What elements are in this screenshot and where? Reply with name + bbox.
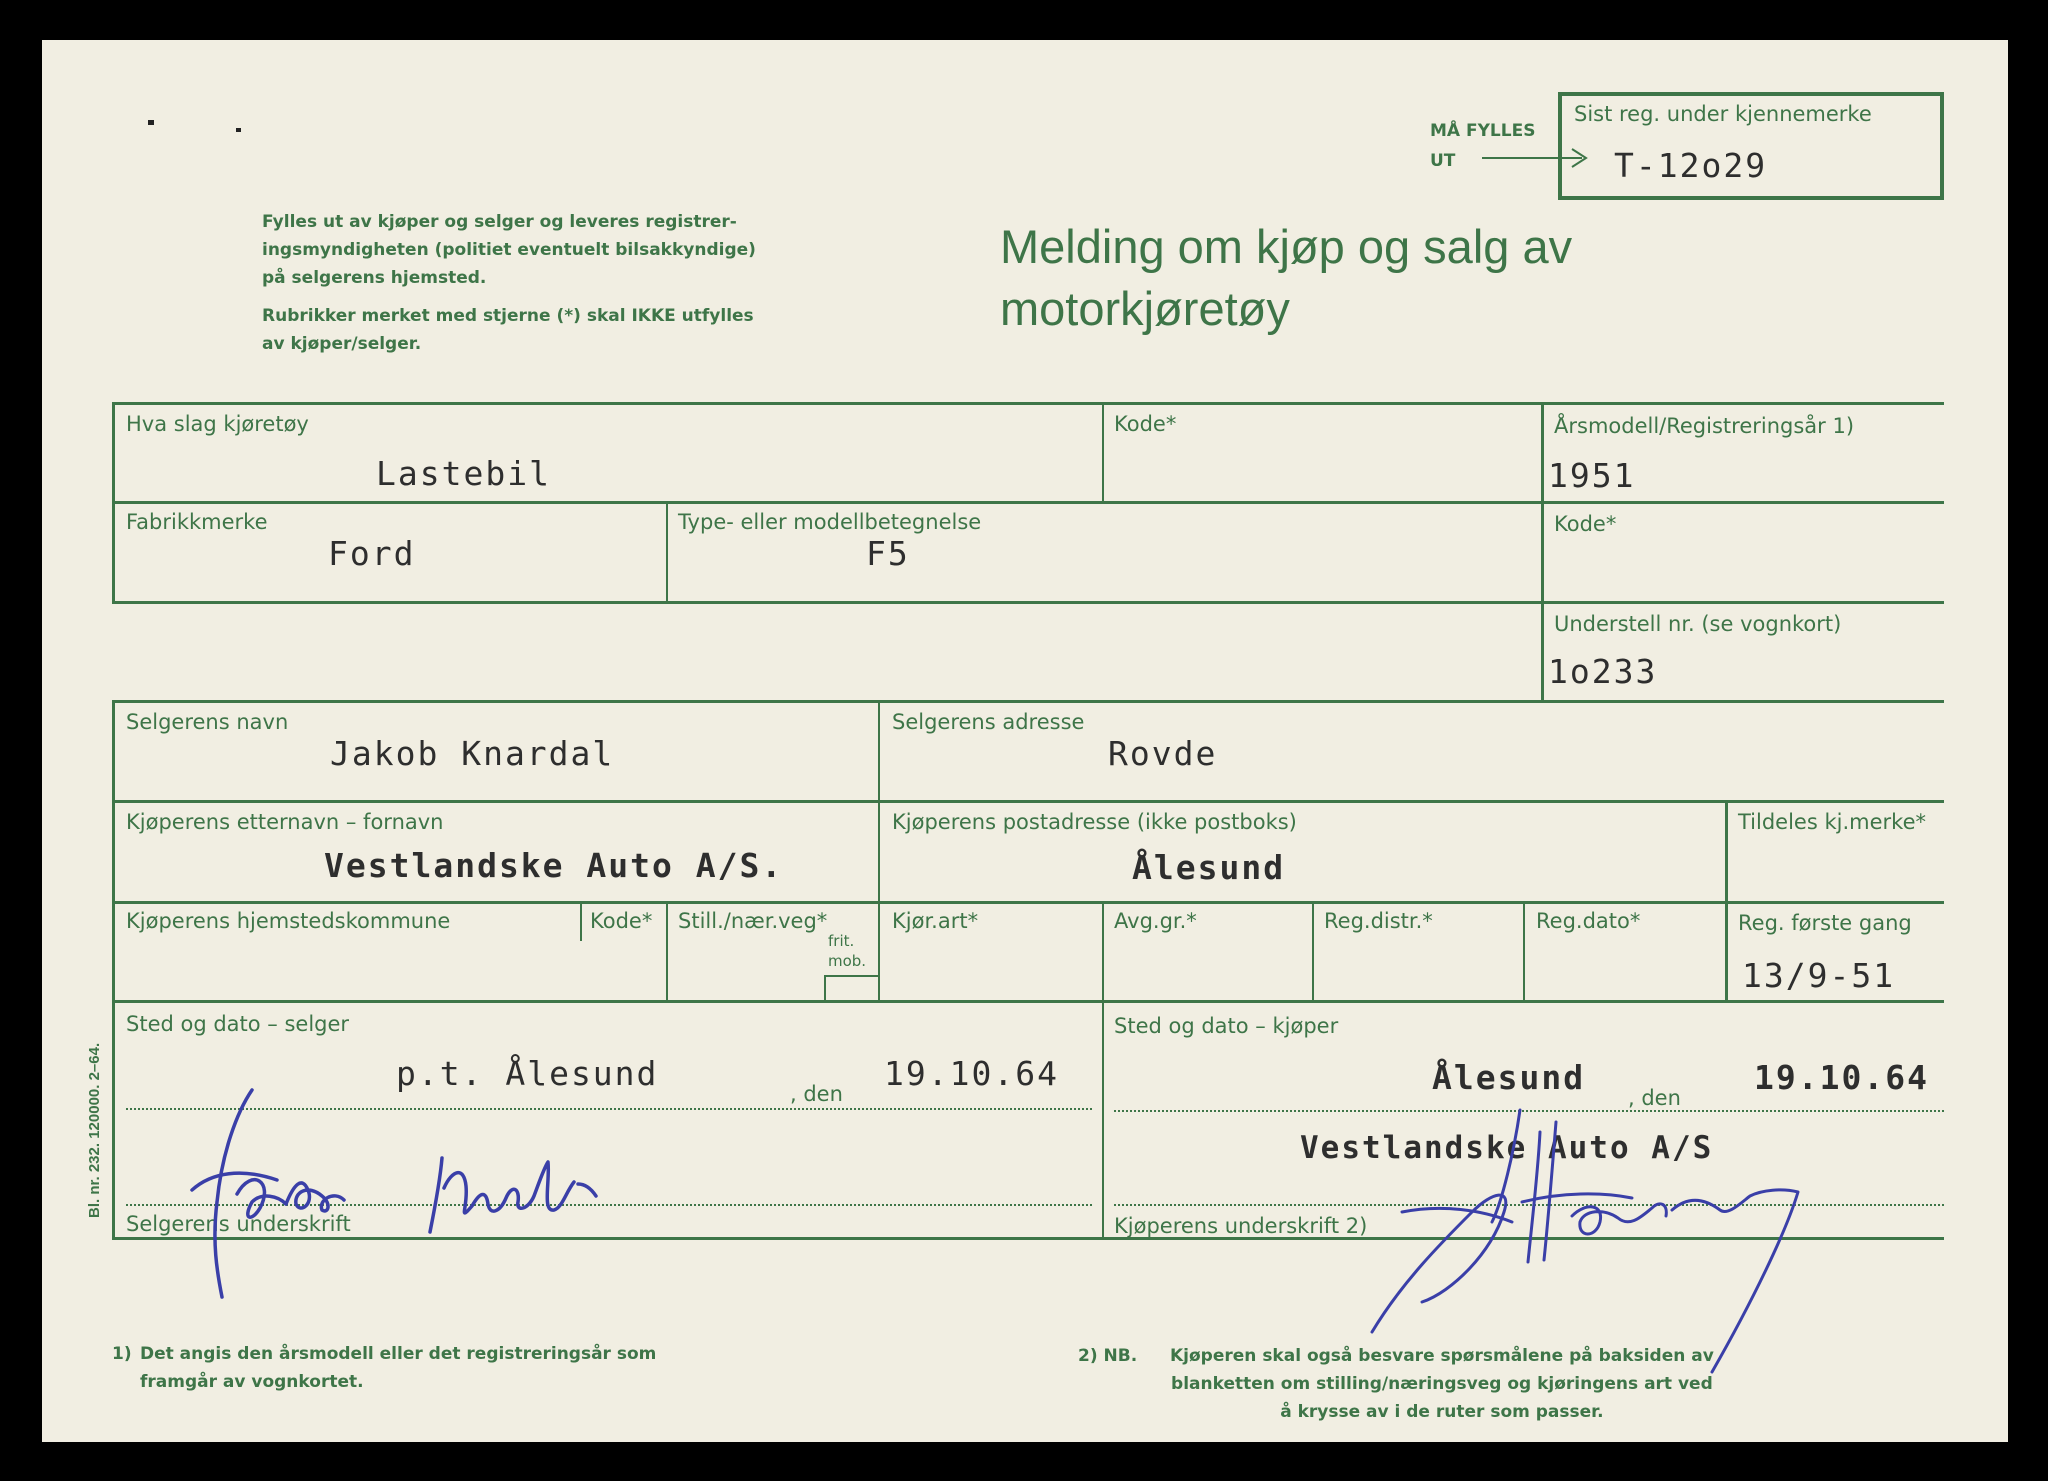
footnote-1: Det angis den årsmodell eller det registreringsår som framgår av vognkortet. [140, 1344, 657, 1392]
vehicle-type-value: Lastebil [376, 454, 551, 493]
seller-signature-label: Selgerens underskrift [126, 1212, 351, 1236]
buyer-place-value: Ålesund [1432, 1058, 1586, 1097]
seller-den-label: , den [790, 1082, 843, 1106]
buyer-name-label: Kjøperens etternavn – fornavn [126, 810, 444, 834]
form-sheet [42, 40, 2008, 1442]
buyer-signature-label: Kjøperens underskrift 2) [1114, 1214, 1368, 1238]
ma-fylles-label: MÅ FYLLES UT [1430, 121, 1536, 171]
seller-address-value: Rovde [1108, 734, 1218, 773]
side-note: Bl. nr. 232. 120000. 2–64. [86, 1042, 103, 1218]
buyer-address-value: Ålesund [1132, 848, 1286, 887]
seller-place-label: Sted og dato – selger [126, 1012, 350, 1036]
asterisk-note: Rubrikker merket med stjerne (*) skal IKKE utfylles av kjøper/selger. [262, 306, 754, 354]
instructions: Fylles ut av kjøper og selger og leveres registrer- ingsmyndigheten (politiet eventuelt bilsakkyndige) på selgerens hjemsted. [262, 212, 756, 288]
mob-label: mob. [828, 952, 867, 970]
punch-mark [236, 128, 241, 132]
regdato-label: Reg.dato* [1536, 909, 1641, 933]
year-value: 1951 [1548, 456, 1636, 495]
footnote-2: Kjøperen skal også besvare spørsmålene på baksiden av blanketten om stilling/næringsveg og kjøringens art ved å krysse av i de ruter som passer. [1170, 1346, 1714, 1422]
buyer-address-label: Kjøperens postadresse (ikke postboks) [892, 810, 1297, 834]
regdistr-label: Reg.distr.* [1324, 909, 1433, 933]
seller-name-label: Selgerens navn [126, 710, 289, 734]
reg-forste-label: Reg. første gang [1738, 911, 1912, 935]
buyer-place-label: Sted og dato – kjøper [1114, 1014, 1339, 1038]
still-label: Still./nær.veg* [678, 909, 828, 933]
seller-place-value: p.t. Ålesund [396, 1054, 659, 1093]
reg-forste-value: 13/9-51 [1742, 956, 1896, 995]
kode2-label: Kode* [1554, 512, 1617, 536]
footnote-2-number: 2) NB. [1078, 1346, 1138, 1366]
frit-label: frit. [828, 932, 855, 950]
kode-label: Kode* [1114, 412, 1177, 436]
chassis-label: Understell nr. (se vognkort) [1554, 612, 1842, 636]
chassis-value: 1o233 [1548, 652, 1658, 691]
avggr-label: Avg.gr.* [1114, 909, 1197, 933]
seller-address-label: Selgerens adresse [892, 710, 1085, 734]
buyer-company-stamp: Vestlandske Auto A/S [1300, 1130, 1714, 1166]
buyer-date-value: 19.10.64 [1754, 1058, 1929, 1097]
seller-signature [182, 1072, 742, 1312]
footnote-1-number: 1) [112, 1344, 132, 1364]
tildeles-label: Tildeles kj.merke* [1738, 810, 1926, 834]
municipality-label: Kjøperens hjemstedskommune [126, 909, 451, 933]
form-title: Melding om kjøp og salg av motorkjøretøy [1000, 220, 1573, 335]
buyer-den-label: , den [1628, 1086, 1681, 1110]
make-value: Ford [328, 534, 416, 573]
kode3-label: Kode* [590, 909, 653, 933]
vehicle-type-label: Hva slag kjøretøy [126, 412, 309, 436]
make-label: Fabrikkmerke [126, 510, 268, 534]
kjorart-label: Kjør.art* [892, 909, 979, 933]
registration-label: Sist reg. under kjennemerke [1574, 102, 1872, 126]
model-label: Type- eller modellbetegnelse [678, 510, 982, 534]
model-value: F5 [866, 534, 910, 573]
seller-name-value: Jakob Knardal [330, 734, 615, 773]
punch-mark [148, 120, 154, 125]
seller-date-value: 19.10.64 [884, 1054, 1059, 1093]
year-label: Årsmodell/Registreringsår 1) [1554, 414, 1855, 438]
registration-value: T-12o29 [1614, 146, 1768, 185]
buyer-name-value: Vestlandske Auto A/S. [324, 846, 784, 885]
